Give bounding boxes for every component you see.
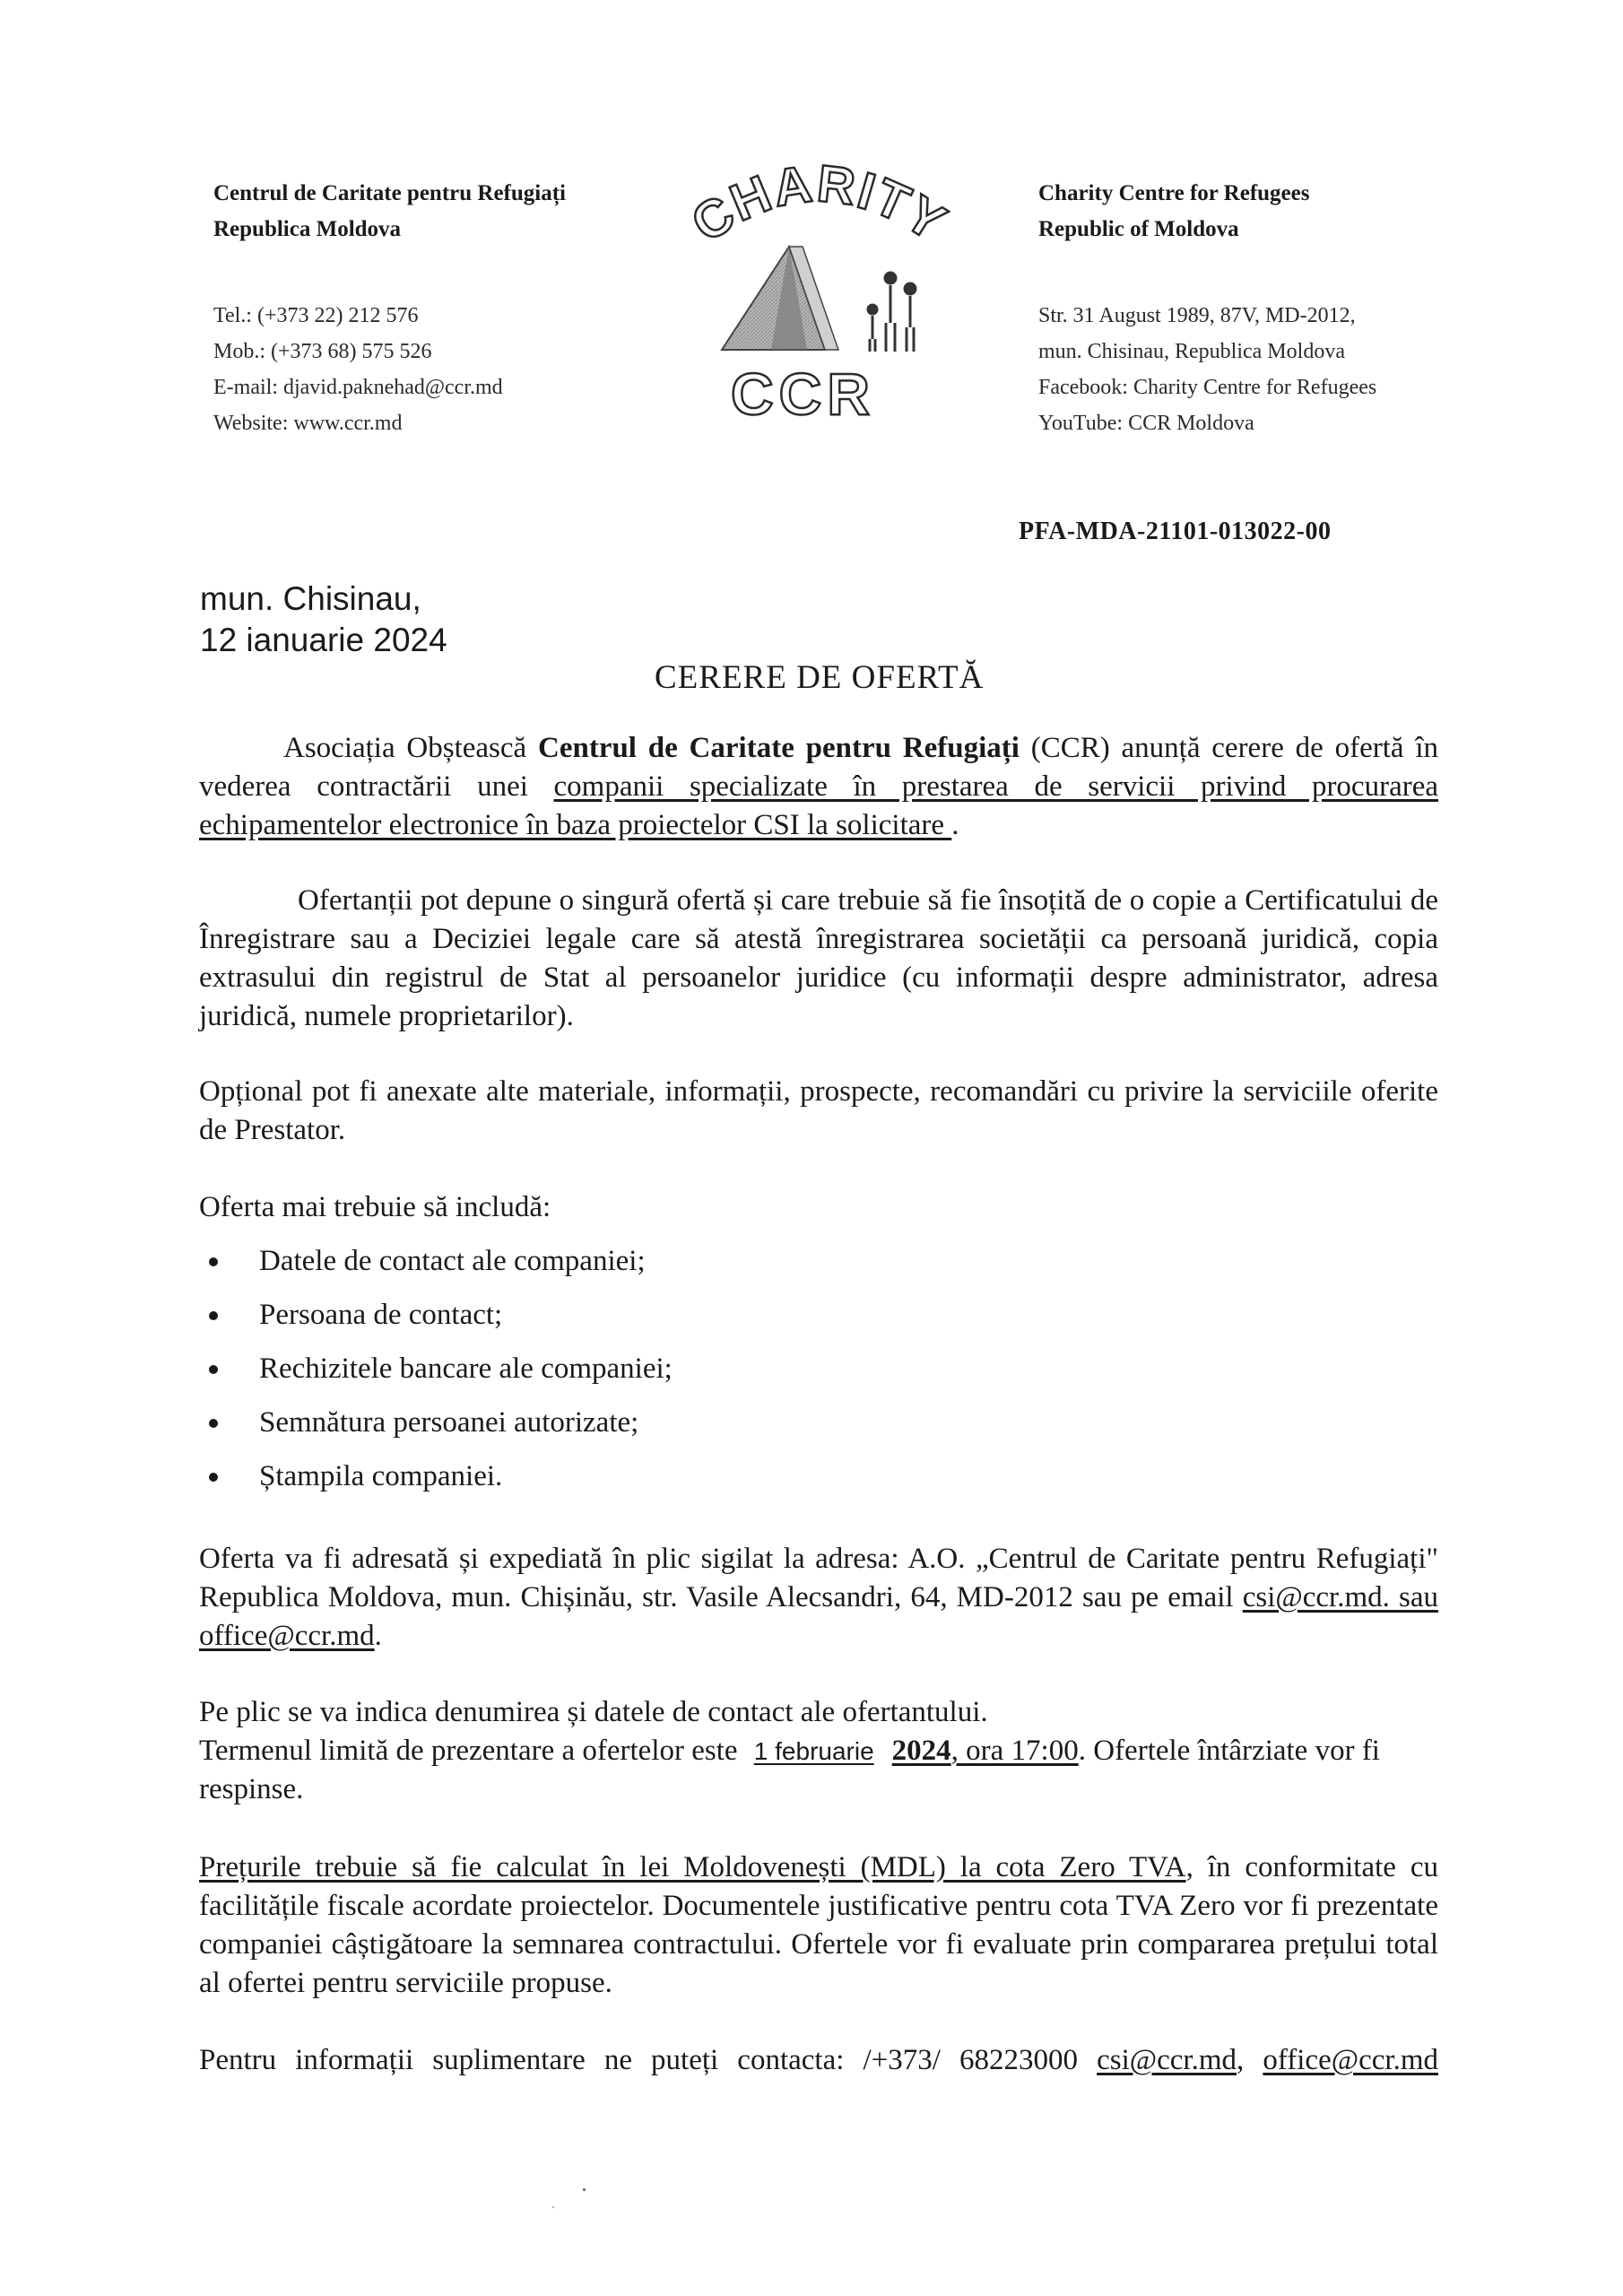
bullet-icon bbox=[209, 1257, 218, 1266]
address-paragraph bbox=[199, 1540, 1438, 1656]
bullet-icon bbox=[209, 1419, 218, 1428]
page-title: CERERE DE OFERTĂ bbox=[655, 659, 985, 696]
list-item-text: Rechizitele bancare ale companiei; bbox=[259, 1352, 673, 1385]
header-right-contacts bbox=[1038, 298, 1376, 441]
address-text: Oferta va fi adresată și expediată în plic sigilat la adresa: A.O. „Centrul de Caritate pentru Refugiați" Republica Moldova, mun. Chișinău, str. Vasile Alecsandri, 64, MD-2012 sau pe email bbox=[199, 1543, 1438, 1613]
tel: Tel.: (+373 22) 212 576 bbox=[213, 304, 419, 327]
deadline-prefix: Termenul limită de prezentare a ofertelor este bbox=[199, 1735, 745, 1767]
website: Website: www.ccr.md bbox=[213, 412, 403, 435]
place-date bbox=[200, 578, 447, 661]
list-item-text: Semnătura persoanei autorizate; bbox=[259, 1406, 639, 1439]
list-item-text: Persoana de contact; bbox=[259, 1299, 503, 1331]
org-name-en: Charity Centre for Refugees bbox=[1038, 181, 1310, 205]
contact-email-office[interactable]: office@ccr.md bbox=[1263, 2044, 1438, 2076]
header-left-contacts bbox=[213, 298, 503, 441]
contact-email-csi[interactable]: csi@ccr.md bbox=[1097, 2044, 1237, 2076]
intro-text-2: (CCR) anunță cerere de ofertă în vederea contractării unei bbox=[199, 732, 1438, 803]
scan-speck bbox=[552, 2206, 554, 2208]
country-en: Republic of Moldova bbox=[1038, 217, 1239, 241]
org-name-ro: Centrul de Caritate pentru Refugiați bbox=[213, 181, 566, 205]
deadline-time: , ora 17:00 bbox=[950, 1735, 1079, 1767]
prices-text: , în conformitate cu facilitățile fiscale acordate proiectelor. Documentele justificative pentru cota TVA Zero vor fi prezentate companiei câștigătoare la semnarea contractului. Ofertele vor fi evaluate prin compararea prețului total al ofertei pentru serviciile propuse. bbox=[199, 1851, 1438, 1999]
intro-paragraph bbox=[199, 729, 1438, 845]
logo-arc-text: CHARIT bbox=[681, 153, 920, 254]
ccr-logo bbox=[681, 144, 950, 430]
scan-speck bbox=[583, 2188, 586, 2191]
email: E-mail: djavid.paknehad@ccr.md bbox=[213, 376, 503, 399]
deadline-suffix: . Ofertele întârziate vor fi respinse. bbox=[199, 1735, 1380, 1805]
list-intro: Oferta mai trebuie să includă: bbox=[199, 1191, 551, 1223]
place: mun. Chisinau, bbox=[200, 580, 421, 617]
intro-subject: companii specializate în prestarea de servicii privind procurarea echipamentelor electronice în baza proiectelor CSI la solicitare bbox=[199, 770, 1438, 841]
prices-paragraph bbox=[199, 1848, 1438, 2003]
optional-paragraph: Opțional pot fi anexate alte materiale, informații, prospecte, recomandări cu privire la serviciile oferite de Prestator. bbox=[199, 1075, 1438, 1146]
date: 12 ianuarie 2024 bbox=[200, 622, 447, 658]
contact-text: Pentru informații suplimentare ne puteți contacta: /+373/ 68223000 bbox=[199, 2044, 1098, 2076]
deadline-paragraph bbox=[199, 1732, 1438, 1809]
address-emails[interactable]: csi@ccr.md. sau office@ccr.md bbox=[199, 1581, 1438, 1652]
address-line-1: Str. 31 August 1989, 87V, MD-2012, bbox=[1038, 304, 1356, 327]
contact-paragraph bbox=[199, 2041, 1438, 2080]
bullet-icon bbox=[209, 1473, 218, 1482]
deadline-year: 2024 bbox=[891, 1735, 951, 1767]
address-line-2: mun. Chisinau, Republica Moldova bbox=[1038, 340, 1345, 363]
requirements-paragraph: Ofertanții pot depune o singură ofertă și care trebuie să fie însoțită de o copie a Certificatului de Înregistrare sau a Deciziei legale care să atestă înregistrarea societății ca persoană juridică, copia extrasului din registrul de Stat al persoanelor juridice (cu informații despre administrator, adresa juridică, numele proprietarilor). bbox=[199, 884, 1438, 1032]
facebook: Facebook: Charity Centre for Refugees bbox=[1038, 376, 1377, 399]
contact-separator: , bbox=[1237, 2044, 1245, 2076]
country-ro: Republica Moldova bbox=[213, 217, 402, 241]
list-item-text: Ștampila companiei. bbox=[259, 1460, 503, 1492]
header-left bbox=[213, 176, 566, 248]
mobile: Mob.: (+373 68) 575 526 bbox=[213, 340, 432, 363]
intro-text-3: . bbox=[951, 809, 959, 841]
prices-underlined: Prețurile trebuie să fie calculat în lei Moldovenești (MDL) la cota Zero TVA bbox=[199, 1851, 1186, 1883]
deadline-date: 1 februarie bbox=[753, 1737, 874, 1765]
header-right bbox=[1038, 176, 1309, 248]
tent-and-family-icon bbox=[681, 144, 950, 430]
intro-text-1: Asociația Obștească bbox=[283, 732, 538, 764]
bullet-icon bbox=[209, 1311, 218, 1320]
reference-number: PFA-MDA-21101-013022-00 bbox=[1019, 517, 1332, 545]
envelope-paragraph: Pe plic se va indica denumirea și datele de contact ale ofertantului. bbox=[199, 1696, 988, 1728]
logo-abbr: CCR bbox=[731, 361, 875, 427]
address-end: . bbox=[374, 1620, 382, 1652]
intro-org-name: Centrul de Caritate pentru Refugiați bbox=[537, 732, 1020, 764]
list-item-text: Datele de contact ale companiei; bbox=[259, 1245, 646, 1277]
youtube: YouTube: CCR Moldova bbox=[1038, 412, 1254, 435]
bullet-icon bbox=[209, 1365, 218, 1374]
